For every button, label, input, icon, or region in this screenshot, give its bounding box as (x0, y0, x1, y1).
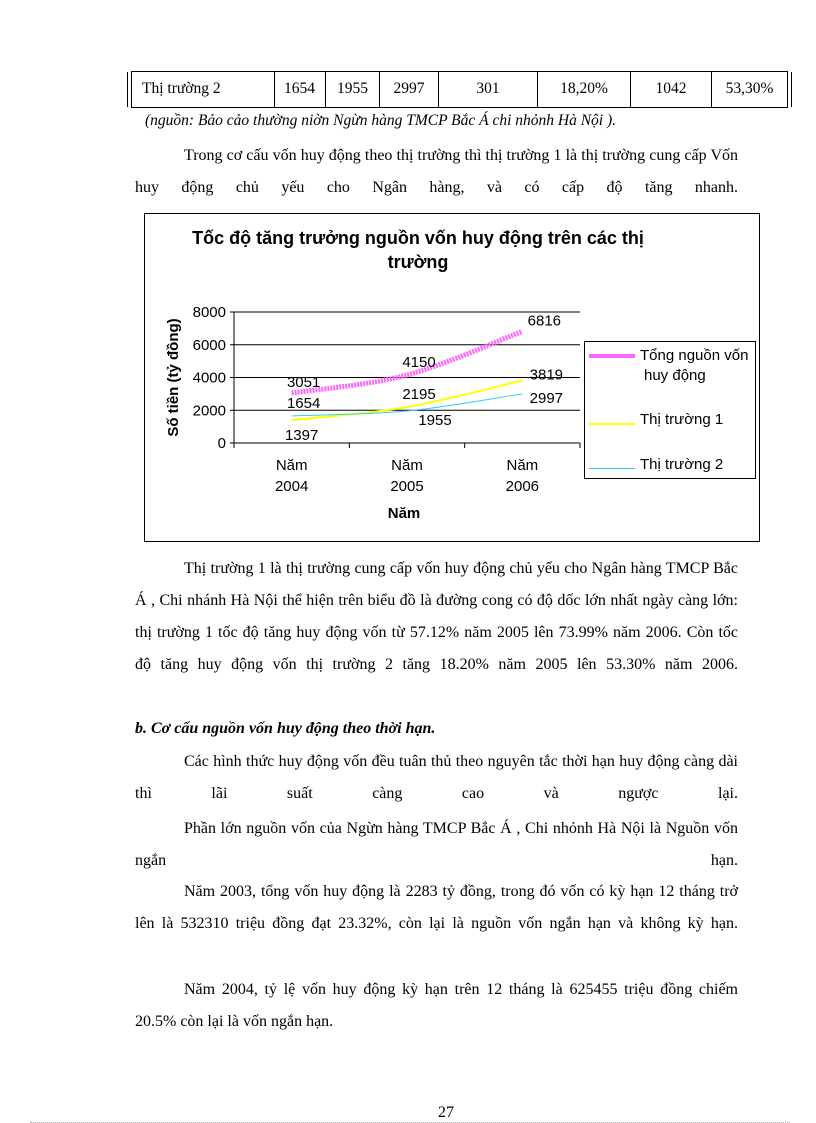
y-axis-label: Số tiền (tỷ đồng) (165, 318, 182, 437)
y-tick-label: 6000 (192, 336, 226, 354)
y-tick-label: 4000 (192, 369, 226, 387)
table-cell: 1955 (326, 72, 380, 107)
x-tick-label: Năm (506, 457, 539, 474)
table-cell-label: Thị trường 2 (131, 72, 275, 107)
table-cell: 2997 (380, 72, 439, 107)
data-label: 3819 (529, 366, 564, 384)
x-tick-label: 2005 (390, 478, 424, 495)
data-label: 1397 (284, 427, 319, 445)
section-heading: b. Cơ cấu nguồn vốn huy động theo thời hạn. (135, 720, 436, 737)
chart-title: Tốc độ tăng trưởng nguồn vốn huy động trên các thị trường (192, 228, 644, 272)
paragraph: Thị trường 1 là thị trường cung cấp vốn huy động chủ yếu cho Ngân hàng TMCP Bắc Á , Chi nhánh Hà Nội thể hiện trên biểu đồ là đường cong có độ dốc lớn nhất ngày càng lớn: thị trường 1 tốc độ tăng huy động vốn từ 57.12% năm 2005 lên 73.99% năm 2006. Còn tốc độ tăng huy động vốn thị trường 2 tăng 18.20% năm 2005 lên 53.30% năm 2006. (135, 560, 738, 673)
table-cell: 53,30% (712, 72, 788, 107)
x-axis-label: Năm (387, 505, 421, 522)
table-row-thi-truong-2 (131, 71, 788, 108)
data-label: 2997 (529, 389, 564, 407)
legend-swatch (589, 423, 635, 425)
chart (144, 213, 760, 542)
source-note: (nguồn: Bảo cảo thường niờn Ngừn hàng TMCP Bắc Á chi nhỏnh Hà Nội ). (145, 112, 617, 129)
x-tick-label: Năm (391, 457, 423, 474)
data-label: 3051 (286, 374, 321, 392)
legend-label: huy động (644, 367, 706, 384)
table-cell: 1654 (274, 72, 326, 107)
legend-label: Thị trường 2 (640, 456, 724, 473)
paragraph: Các hình thức huy động vốn đều tuân thủ theo nguyên tắc thời hạn huy động càng dài thì lãi suất càng cao và ngược lại. (135, 753, 738, 802)
legend-label: Tổng nguồn vốn (640, 347, 749, 364)
data-label: 2195 (402, 386, 436, 404)
y-tick-label: 0 (217, 435, 226, 452)
legend-swatch (589, 354, 635, 358)
page-number: 27 (438, 1104, 454, 1121)
paragraph: Trong cơ cấu vốn huy động theo thị trường thì thị trường 1 là thị trường cung cấp Vốn huy động chủ yếu cho Ngân hàng, và có cấp độ tăng nhanh. (135, 147, 738, 196)
table-cell: 1042 (631, 72, 712, 107)
x-tick-label: 2006 (505, 478, 540, 495)
table-cell: 18,20% (538, 72, 631, 107)
paragraph: Năm 2004, tỷ lệ vốn huy động kỳ hạn trên 12 tháng là 625455 triệu đồng chiếm 20.5% còn lại là vốn ngắn hạn. (135, 981, 738, 1030)
legend-label: Thị trường 1 (640, 411, 724, 428)
y-tick-label: 2000 (192, 402, 226, 420)
table-double-border (791, 72, 792, 107)
data-label: 4150 (402, 354, 436, 372)
paragraph: Phần lớn nguồn vốn của Ngừn hàng TMCP Bắc Á , Chi nhỏnh Hà Nội là Nguồn vốn ngắn hạn. (135, 820, 738, 869)
data-label: 6816 (527, 312, 562, 330)
chart-legend (584, 341, 756, 479)
paragraph: Năm 2003, tổng vốn huy động là 2283 tỷ đồng, trong đó vốn có kỳ hạn 12 tháng trở lên là 532310 triệu đồng đạt 23.32%, còn lại là nguồn vốn ngắn hạn và không kỳ hạn. (135, 883, 738, 932)
table-double-border (127, 72, 128, 107)
x-tick-label: 2004 (274, 478, 309, 495)
legend-swatch (589, 468, 635, 469)
y-tick-label: 8000 (192, 304, 226, 321)
data-label: 1654 (286, 394, 321, 412)
x-tick-label: Năm (275, 457, 308, 474)
table-cell: 301 (439, 72, 538, 107)
data-label: 1955 (418, 411, 452, 429)
